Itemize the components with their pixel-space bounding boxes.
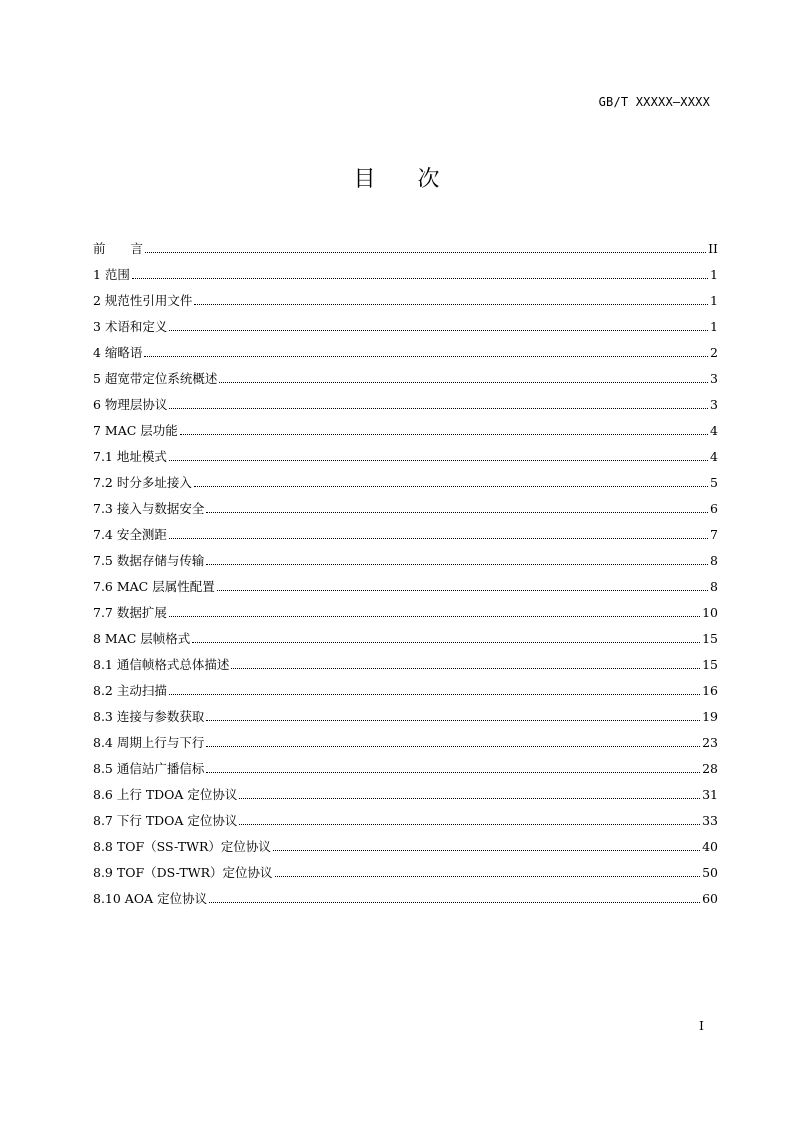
toc-entry-label: 8.5 通信站广播信标 <box>93 761 205 776</box>
dot-leader <box>206 745 700 747</box>
page-title: 目次 <box>353 167 482 192</box>
toc-entry[interactable] <box>93 309 718 335</box>
toc-entry-label: 6 物理层协议 <box>93 397 168 412</box>
toc-entry[interactable] <box>93 751 718 777</box>
toc-entry[interactable] <box>93 231 718 257</box>
toc-entry-label: 8.4 周期上行与下行 <box>93 735 205 750</box>
toc-entry-label: 7.1 地址模式 <box>93 449 167 464</box>
dot-leader <box>169 459 708 461</box>
dot-leader <box>273 849 700 851</box>
toc-entry[interactable] <box>93 413 718 439</box>
dot-leader <box>169 537 708 539</box>
dot-leader <box>275 875 701 877</box>
page-number: I <box>699 1018 704 1033</box>
toc-entry-page: 31 <box>702 787 718 802</box>
toc-entry-page: 23 <box>702 735 718 750</box>
toc-entry-label: 2 规范性引用文件 <box>93 293 193 308</box>
toc-entry[interactable] <box>93 803 718 829</box>
toc-entry-page: 7 <box>710 527 718 542</box>
toc-entry-page: 50 <box>702 865 718 880</box>
toc-entry-page: 6 <box>710 501 718 516</box>
dot-leader <box>169 407 708 409</box>
toc-entry-page: 8 <box>710 553 718 568</box>
toc-entry-label: 8.8 TOF（SS-TWR）定位协议 <box>93 839 271 854</box>
toc-entry-page: 15 <box>702 631 718 646</box>
toc-entry[interactable] <box>93 543 718 569</box>
toc-entry-page: 1 <box>710 267 718 282</box>
toc-entry[interactable] <box>93 465 718 491</box>
toc-entry-page: 4 <box>710 423 718 438</box>
toc-entry[interactable] <box>93 699 718 725</box>
dot-leader <box>145 251 706 253</box>
toc-entry-label: 8.3 连接与参数获取 <box>93 709 205 724</box>
toc-entry-page: 16 <box>702 683 718 698</box>
toc-entry[interactable] <box>93 335 718 361</box>
toc-entry-label: 8.10 AOA 定位协议 <box>93 891 208 906</box>
toc-entry[interactable] <box>93 725 718 751</box>
toc-entry-label: 8.2 主动扫描 <box>93 683 167 698</box>
toc-entry-label: 8.1 通信帧格式总体描述 <box>93 657 230 672</box>
toc-entry-page: 3 <box>710 397 718 412</box>
toc-entry[interactable] <box>93 829 718 855</box>
dot-leader <box>144 355 708 357</box>
toc-entry-page: II <box>708 241 718 256</box>
dot-leader <box>239 823 700 825</box>
toc-entry-label: 7.6 MAC 层属性配置 <box>93 579 215 594</box>
toc-entry[interactable] <box>93 595 718 621</box>
toc-entry-page: 3 <box>710 371 718 386</box>
dot-leader <box>194 303 708 305</box>
toc-entry[interactable] <box>93 855 718 881</box>
dot-leader <box>206 563 708 565</box>
toc-entry-page: 60 <box>702 891 718 906</box>
dot-leader <box>219 381 708 383</box>
toc-entry-label: 1 范围 <box>93 267 130 282</box>
dot-leader <box>132 277 708 279</box>
toc-entry-page: 40 <box>702 839 718 854</box>
dot-leader <box>209 901 700 903</box>
toc-entry[interactable] <box>93 257 718 283</box>
toc-entry-label: 7.5 数据存储与传输 <box>93 553 205 568</box>
toc-entry-label: 7 MAC 层功能 <box>93 423 178 438</box>
toc-entry[interactable] <box>93 569 718 595</box>
toc-entry-label: 7.2 时分多址接入 <box>93 475 192 490</box>
dot-leader <box>169 329 708 331</box>
toc-entry-label: 8.9 TOF（DS-TWR）定位协议 <box>93 865 273 880</box>
toc-entry-page: 33 <box>702 813 718 828</box>
toc-entry-label: 8.6 上行 TDOA 定位协议 <box>93 787 238 802</box>
dot-leader <box>180 433 708 435</box>
toc-entry[interactable] <box>93 881 718 907</box>
toc-entry-label: 5 超宽带定位系统概述 <box>93 371 218 386</box>
dot-leader <box>217 589 708 591</box>
toc-entry-page: 8 <box>710 579 718 594</box>
document-code: GB/T XXXXX—XXXX <box>598 95 710 109</box>
toc-entry[interactable] <box>93 673 718 699</box>
toc-entry-page: 15 <box>702 657 718 672</box>
toc-entry-label: 8 MAC 层帧格式 <box>93 631 191 646</box>
toc-entry[interactable] <box>93 517 718 543</box>
dot-leader <box>206 719 700 721</box>
toc-entry-page: 5 <box>710 475 718 490</box>
dot-leader <box>206 511 708 513</box>
toc-entry[interactable] <box>93 387 718 413</box>
toc-entry-page: 19 <box>702 709 718 724</box>
toc-entry-page: 10 <box>702 605 718 620</box>
toc-entry-page: 4 <box>710 449 718 464</box>
toc-entry[interactable] <box>93 439 718 465</box>
dot-leader <box>206 771 700 773</box>
dot-leader <box>239 797 700 799</box>
toc-entry-label: 4 缩略语 <box>93 345 143 360</box>
toc-entry-page: 28 <box>702 761 718 776</box>
dot-leader <box>169 693 700 695</box>
toc-entry-label: 8.7 下行 TDOA 定位协议 <box>93 813 238 828</box>
toc-entry-page: 2 <box>710 345 718 360</box>
toc-entry[interactable] <box>93 361 718 387</box>
dot-leader <box>169 615 700 617</box>
toc-entry-page: 1 <box>710 319 718 334</box>
toc-entry[interactable] <box>93 647 718 673</box>
toc-entry-page: 1 <box>710 293 718 308</box>
toc-entry-label: 3 术语和定义 <box>93 319 168 334</box>
toc-entry[interactable] <box>93 621 718 647</box>
toc-entry-label: 前 言 <box>93 241 144 256</box>
toc-entry-label: 7.4 安全测距 <box>93 527 167 542</box>
dot-leader <box>231 667 700 669</box>
toc-entry[interactable] <box>93 283 718 309</box>
toc-entry[interactable] <box>93 491 718 517</box>
toc-entry[interactable] <box>93 777 718 803</box>
dot-leader <box>192 641 700 643</box>
dot-leader <box>194 485 708 487</box>
table-of-contents <box>93 231 718 907</box>
toc-entry-label: 7.3 接入与数据安全 <box>93 501 205 516</box>
toc-entry-label: 7.7 数据扩展 <box>93 605 167 620</box>
